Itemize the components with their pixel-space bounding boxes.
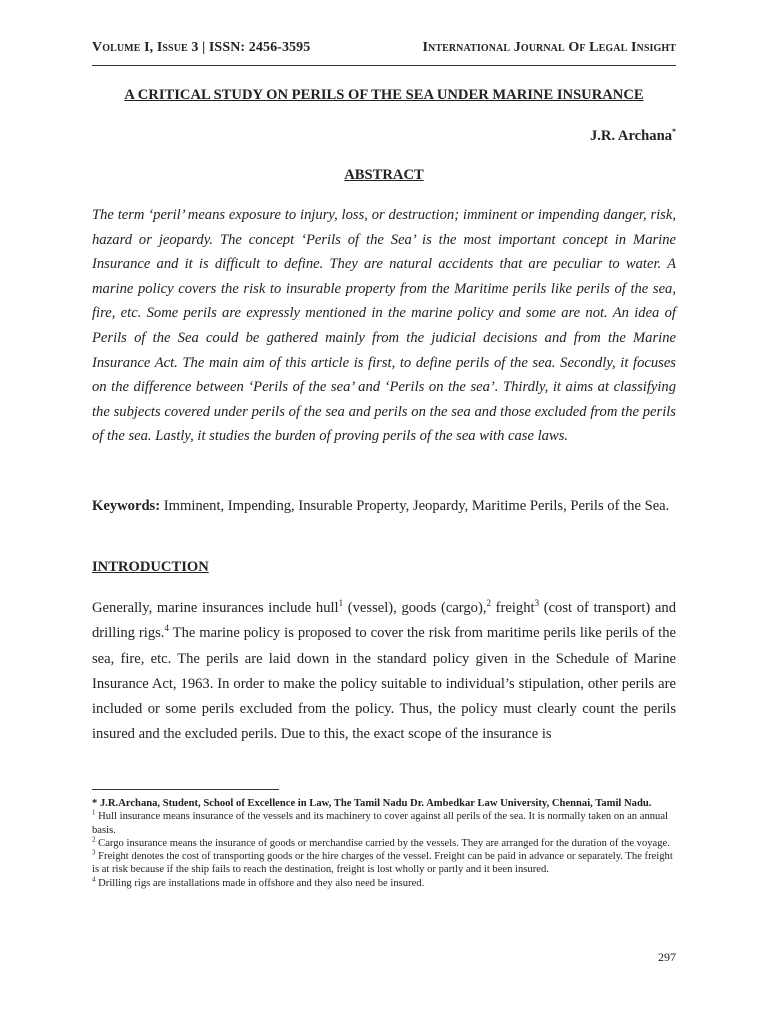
header-divider: [92, 65, 676, 66]
intro-text: (cost of transport) and drilling rigs.: [92, 600, 676, 642]
running-header: [92, 40, 676, 56]
abstract-body: The term ‘peril’ means exposure to injury, loss, or destruction; imminent or impending danger, risk, hazard or jeopardy. The concept ‘Perils of the Sea’ is the most important concept in Marine Insurance and it is difficult to define. They are natural accidents that are peculiar to water. A marine policy covers the risk to insurable property from the Maritime perils like perils of the sea, fire, etc. Some perils are expressly mentioned in the marine policy and some are not. An idea of Perils of the Sea could be gathered mainly from the judicial decisions and from the Marine Insurance Act. The main aim of this article is first, to define perils of the sea. Secondly, it focuses on the difference between ‘Perils of the sea’ and ‘Perils on the sea’. Thirdly, it aims at classifying the subjects covered under perils of the sea and perils on the sea and those excluded from the perils of the sea. Lastly, it studies the burden of proving perils of the sea with case laws.: [92, 207, 676, 445]
footnote-text: Hull insurance means insurance of the vessels and its machinery to cover against all perils of the sea. It is normally taken on an annual basis.: [92, 811, 668, 836]
footnote-text: Drilling rigs are installations made in offshore and they also need be insured.: [95, 877, 425, 889]
footnotes-block: [92, 797, 676, 890]
page-number: 297: [658, 950, 676, 964]
footnote-text: Cargo insurance means the insurance of goods or merchandise carried by the vessels. They are arranged for the duration of the voyage.: [95, 837, 670, 849]
author-footnote-mark: *: [672, 127, 676, 136]
header-journal-name: International Journal Of Legal Insight: [422, 40, 676, 55]
keywords-paragraph: [92, 494, 676, 518]
footnote-number: 2: [92, 835, 96, 844]
introduction-body: [92, 596, 676, 748]
author-affiliation-note: * J.R.Archana, Student, School of Excellence in Law, The Tamil Nadu Dr. Ambedkar Law University, Chennai, Tamil Nadu.: [92, 798, 652, 809]
paper-title: A CRITICAL STUDY ON PERILS OF THE SEA UNDER MARINE INSURANCE: [124, 87, 644, 103]
footnote-text: Freight denotes the cost of transporting goods or the hire charges of the vessel. Freight can be paid in advance or separately. The freight is at risk because if the ship fails to reach the destination, freight is lost wholly or partly and it been insured.: [92, 851, 673, 876]
intro-text: (vessel), goods (cargo),: [343, 600, 487, 616]
footnote-number: 3: [92, 848, 96, 857]
keywords-label: Keywords:: [92, 498, 161, 514]
footnote-3: [92, 850, 676, 877]
keywords-list: Imminent, Impending, Insurable Property, Jeopardy, Maritime Perils, Perils of the Sea.: [163, 498, 670, 514]
footnote-2: [92, 837, 676, 850]
footnote-ref-4[interactable]: 4: [164, 623, 169, 634]
intro-text: The marine policy is proposed to cover the risk from maritime perils like perils of the sea, fire, etc. The perils are laid down in the standard policy given in the Schedule of Marine Insurance Act, 1963. In order to make the policy suitable to individual’s stipulation, other perils are included or some perils excluded from the policy. Thus, the policy must clearly count the perils insured and the excluded perils. Due to this, the exact scope of the insurance is: [92, 625, 676, 743]
introduction-heading: INTRODUCTION: [92, 559, 209, 575]
footnote-number: 4: [92, 875, 96, 884]
author-line: [92, 127, 676, 145]
footnote-4: [92, 877, 676, 890]
intro-text: Generally, marine insurances include hull: [92, 600, 339, 616]
footnote-separator: [92, 789, 279, 790]
footnote-ref-3[interactable]: 3: [534, 598, 540, 609]
footnote-1: [92, 810, 676, 837]
footnote-ref-1[interactable]: 1: [338, 598, 344, 609]
footnote-ref-2[interactable]: 2: [486, 598, 491, 609]
header-volume-issn: Volume I, Issue 3 | ISSN: 2456-3595: [92, 40, 311, 55]
abstract-heading: ABSTRACT: [344, 167, 424, 183]
footnote-number: 1: [92, 808, 96, 817]
author-name: J.R. Archana: [589, 127, 672, 144]
intro-text: freight: [491, 600, 535, 616]
